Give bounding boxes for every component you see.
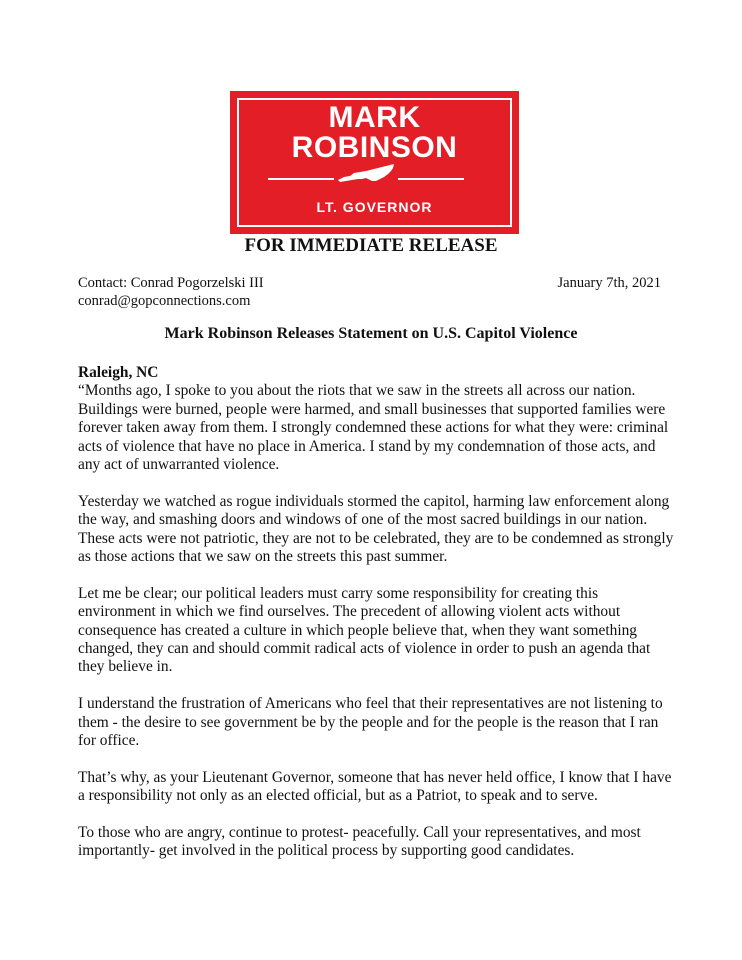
logo-divider-right [398, 178, 464, 180]
logo-office-title: LT. GOVERNOR [316, 199, 433, 215]
logo-divider-left [268, 178, 334, 180]
release-date: January 7th, 2021 [557, 275, 661, 291]
statement-paragraph: To those who are angry, continue to protest- peacefully. Call your representatives, and most importantly- get involved in the political process by supporting good candidates. [78, 824, 641, 860]
release-heading: FOR IMMEDIATE RELEASE [244, 235, 498, 256]
dateline-location: Raleigh, NC [78, 364, 159, 381]
statement-paragraph: Yesterday we watched as rogue individuals stormed the capitol, harming law enforcement along the way, and smashing doors and windows of one of the most sacred buildings in our nation. These acts were not patriotic, they are not to be celebrated, they are to be condemned as strongly as those actions that we saw on the streets this past summer. [78, 492, 674, 566]
contact-email: conrad@gopconnections.com [78, 293, 251, 309]
statement-paragraph: That’s why, as your Lieutenant Governor, someone that has never held office, I know that I have a responsibility not only as an elected official, but as a Patriot, to speak and to serve. [78, 768, 672, 805]
statement-paragraph: Let me be clear; our political leaders must carry some responsibility for creating this environment in which we find ourselves. The precedent of allowing violent acts without consequence has created a culture in which people believe that, when they want something changed, they can and should commit radical acts of violence in order to push an agenda that they believe in. [78, 584, 651, 676]
contact-block [78, 274, 264, 310]
north-carolina-state-icon [336, 162, 396, 184]
statement-paragraph: I understand the frustration of Americans who feel that their representatives are not listening to them - the desire to see government be by the people and for the people is the reason that I ran for office. [78, 695, 663, 750]
statement-body [78, 364, 678, 879]
logo-name-first: MARK [328, 101, 421, 134]
paragraph-text: “Months ago, I spoke to you about the riots that we saw in the streets all across our nation. Buildings were burned, people were harmed, and small businesses that supported families were forever taken away from them. I strongly condemned these actions for what they were: criminal acts of violence that have no place in America. I stand by my condemnation of those acts, and any act of unwarranted violence. [78, 382, 669, 474]
campaign-logo [230, 91, 519, 234]
press-headline: Mark Robinson Releases Statement on U.S. Capitol Violence [164, 325, 578, 342]
contact-name: Contact: Conrad Pogorzelski III [78, 275, 264, 291]
logo-name-last: ROBINSON [291, 131, 458, 164]
statement-paragraph [78, 364, 678, 474]
